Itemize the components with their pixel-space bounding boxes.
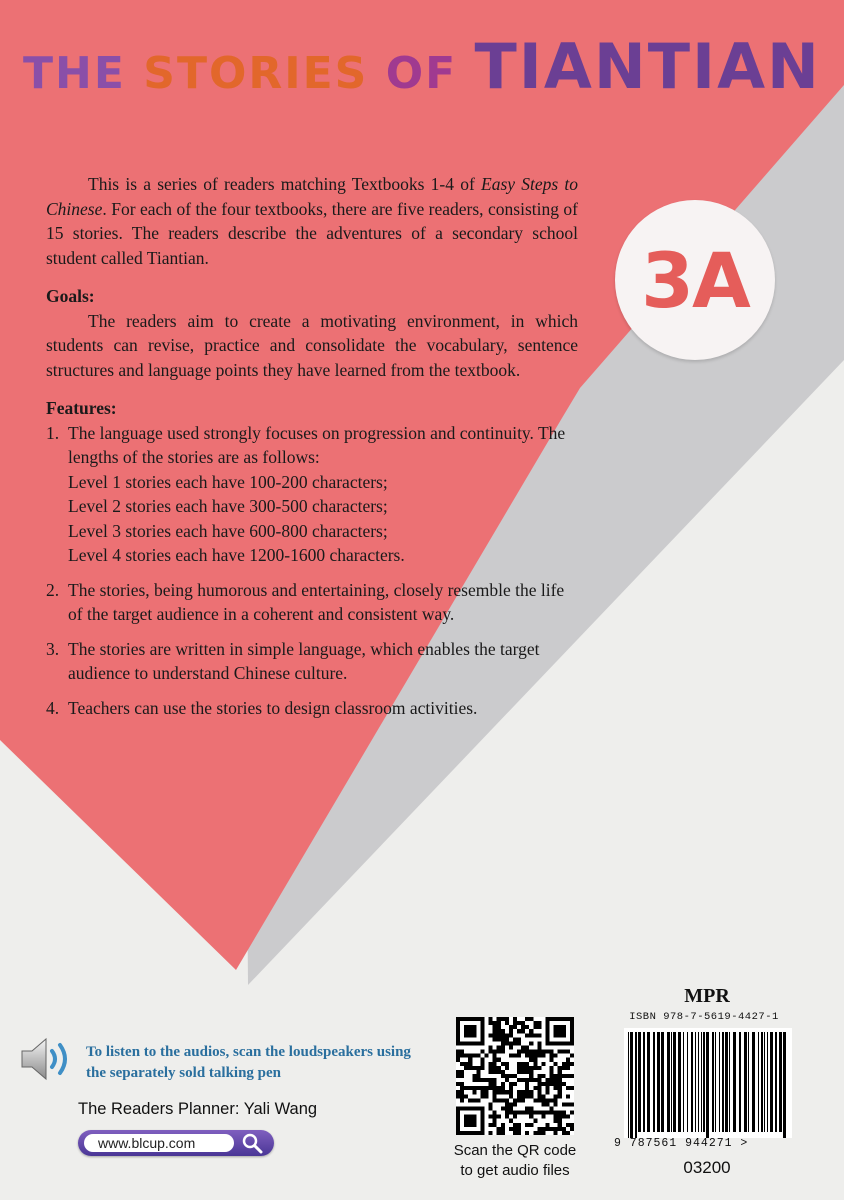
description bbox=[46, 172, 578, 730]
feature-item: 4. Teachers can use the stories to design classroom activities. bbox=[46, 697, 478, 718]
feature-item: 2. The stories, being humorous and entertaining, closely resemble the life of the target audience in a coherent and consistent way. bbox=[46, 579, 565, 624]
level-line: Level 4 stories each have 1200-1600 characters. bbox=[68, 545, 405, 565]
level-line: Level 2 stories each have 300-500 characters; bbox=[68, 496, 388, 516]
series-title: THE STORIES OF TIANTIAN bbox=[23, 30, 821, 103]
barcode bbox=[624, 1028, 792, 1138]
level-line: Level 3 stories each have 600-800 characters; bbox=[68, 520, 388, 541]
barcode-digits: 9 787561 944271 > bbox=[614, 1137, 749, 1150]
feature-item: 3. The stories are written in simple language, which enables the target audience to understand Chinese culture. bbox=[46, 638, 540, 683]
qr-code bbox=[456, 1017, 574, 1135]
website-search-bar bbox=[78, 1130, 274, 1156]
feature-item: 1. The language used strongly focuses on progression and continuity. The lengths of the stories are as follows: Level 1 stories each have 100-200 characters; Level 2 stories each have 300-500 characters; Level 3 stories each have 600-800 characters; Level 4 stories each have 1200-1600 characters. bbox=[46, 421, 578, 568]
goals-paragraph: The readers aim to create a motivating environment, in which students can revise, practice and consolidate the vocabulary, sentence structures and language points they have learned from the textbook. bbox=[46, 310, 578, 380]
website-url: www.blcup.com bbox=[84, 1134, 234, 1152]
publisher-mark: MPR bbox=[684, 985, 730, 1007]
level-badge-label: 3A bbox=[641, 235, 749, 325]
isbn-text: ISBN 978-7-5619-4427-1 bbox=[629, 1011, 779, 1023]
speaker-icon bbox=[18, 1034, 80, 1084]
readers-planner: The Readers Planner: Yali Wang bbox=[78, 1100, 318, 1118]
qr-caption: Scan the QR code to get audio files bbox=[453, 1142, 577, 1179]
features-list bbox=[46, 421, 578, 721]
search-icon bbox=[240, 1132, 264, 1154]
audio-note: To listen to the audios, scan the loudspeakers using the separately sold talking pen bbox=[86, 1044, 411, 1081]
features-heading: Features: bbox=[46, 398, 117, 418]
price-code: 03200 bbox=[683, 1158, 731, 1177]
goals-heading: Goals: bbox=[46, 286, 95, 306]
level-badge bbox=[615, 200, 775, 360]
level-line: Level 1 stories each have 100-200 characters; bbox=[68, 471, 388, 492]
intro-paragraph: This is a series of readers matching Textbooks 1-4 of Easy Steps to Chinese. For each of the four textbooks, there are five readers, consisting of 15 stories. The readers describe the adventures of a secondary school student called Tiantian. bbox=[46, 174, 578, 268]
